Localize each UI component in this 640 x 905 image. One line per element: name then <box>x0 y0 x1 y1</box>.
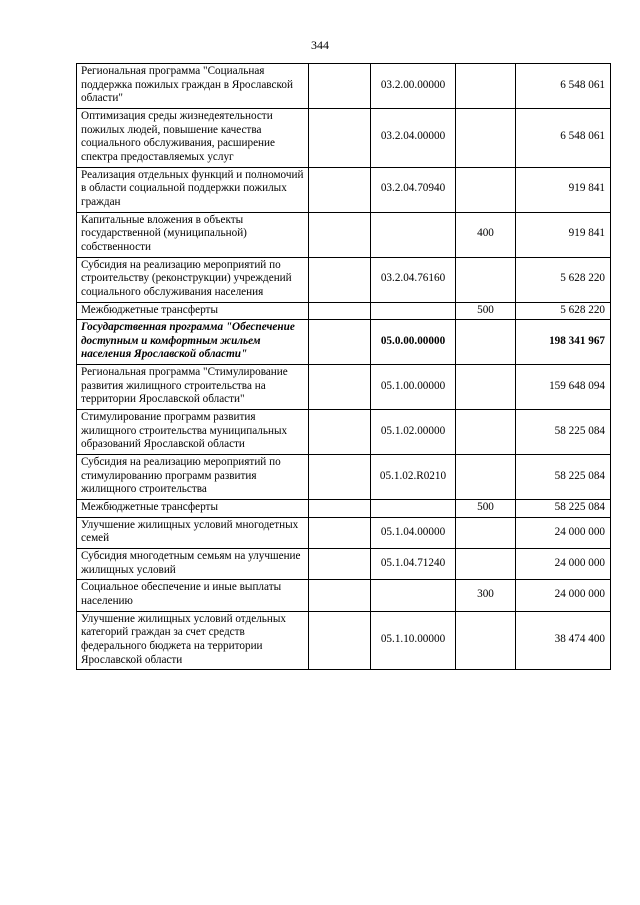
row-amount-cell: 919 841 <box>516 212 611 257</box>
table-row <box>77 580 611 611</box>
row-code-cell: 05.1.04.00000 <box>371 517 456 548</box>
row-name-cell: Субсидия многодетным семьям на улучшение жилищных условий <box>77 549 309 580</box>
page-number: 344 <box>311 38 329 52</box>
row-name-cell: Улучшение жилищных условий отдельных категорий граждан за счет средств федерального бюджета на территории Ярославской области <box>77 611 309 670</box>
row-code-cell: 05.1.00.00000 <box>371 365 456 410</box>
row-code-cell: 03.2.04.70940 <box>371 167 456 212</box>
table-row <box>77 517 611 548</box>
row-name-cell: Капитальные вложения в объекты государственной (муниципальной) собственности <box>77 212 309 257</box>
row-name-cell: Межбюджетные трансферты <box>77 302 309 320</box>
row-blank-cell <box>309 64 371 109</box>
table-row <box>77 611 611 670</box>
row-type-cell <box>456 611 516 670</box>
table-row <box>77 320 611 365</box>
budget-table <box>76 63 611 670</box>
row-amount-cell: 24 000 000 <box>516 580 611 611</box>
row-blank-cell <box>309 549 371 580</box>
row-code-cell: 05.0.00.00000 <box>371 320 456 365</box>
row-amount-cell: 58 225 084 <box>516 410 611 455</box>
row-code-cell <box>371 580 456 611</box>
row-amount-cell: 5 628 220 <box>516 257 611 302</box>
row-name-cell: Социальное обеспечение и иные выплаты населению <box>77 580 309 611</box>
table-row <box>77 410 611 455</box>
table-row <box>77 64 611 109</box>
row-type-cell <box>456 455 516 500</box>
table-row <box>77 167 611 212</box>
row-blank-cell <box>309 302 371 320</box>
table-row <box>77 500 611 518</box>
row-type-cell: 500 <box>456 302 516 320</box>
row-type-cell <box>456 517 516 548</box>
row-type-cell <box>456 410 516 455</box>
row-type-cell <box>456 64 516 109</box>
row-amount-cell: 159 648 094 <box>516 365 611 410</box>
row-code-cell: 05.1.02.00000 <box>371 410 456 455</box>
row-amount-cell: 24 000 000 <box>516 517 611 548</box>
row-code-cell: 05.1.02.R0210 <box>371 455 456 500</box>
row-name-cell: Межбюджетные трансферты <box>77 500 309 518</box>
row-name-cell: Государственная программа "Обеспечение доступным и комфортным жильем населения Ярославской области" <box>77 320 309 365</box>
row-name-cell: Региональная программа "Социальная поддержка пожилых граждан в Ярославской области" <box>77 64 309 109</box>
table-row <box>77 257 611 302</box>
row-type-cell: 500 <box>456 500 516 518</box>
row-name-cell: Стимулирование программ развития жилищного строительства муниципальных образований Ярославской области <box>77 410 309 455</box>
row-type-cell: 300 <box>456 580 516 611</box>
row-name-cell: Оптимизация среды жизнедеятельности пожилых людей, повышение качества социального обслуживания, расширение спектра предоставляемых услуг <box>77 108 309 167</box>
row-blank-cell <box>309 410 371 455</box>
row-blank-cell <box>309 517 371 548</box>
row-amount-cell: 198 341 967 <box>516 320 611 365</box>
table-row <box>77 549 611 580</box>
row-type-cell <box>456 167 516 212</box>
row-blank-cell <box>309 580 371 611</box>
row-code-cell: 03.2.04.00000 <box>371 108 456 167</box>
row-blank-cell <box>309 365 371 410</box>
row-type-cell: 400 <box>456 212 516 257</box>
row-amount-cell: 24 000 000 <box>516 549 611 580</box>
table-row <box>77 365 611 410</box>
table-row <box>77 455 611 500</box>
row-code-cell: 05.1.10.00000 <box>371 611 456 670</box>
table-row <box>77 108 611 167</box>
row-type-cell <box>456 549 516 580</box>
row-name-cell: Субсидия на реализацию мероприятий по стимулированию программ развития жилищного строительства <box>77 455 309 500</box>
row-code-cell: 05.1.04.71240 <box>371 549 456 580</box>
row-code-cell: 03.2.00.00000 <box>371 64 456 109</box>
row-blank-cell <box>309 320 371 365</box>
row-amount-cell: 6 548 061 <box>516 64 611 109</box>
row-code-cell <box>371 302 456 320</box>
row-amount-cell: 58 225 084 <box>516 455 611 500</box>
budget-table-body <box>77 64 611 670</box>
row-type-cell <box>456 108 516 167</box>
row-type-cell <box>456 257 516 302</box>
row-blank-cell <box>309 167 371 212</box>
row-blank-cell <box>309 212 371 257</box>
row-name-cell: Региональная программа "Стимулирование развития жилищного строительства на территории Ярославской области" <box>77 365 309 410</box>
row-blank-cell <box>309 500 371 518</box>
row-amount-cell: 5 628 220 <box>516 302 611 320</box>
row-blank-cell <box>309 611 371 670</box>
row-amount-cell: 58 225 084 <box>516 500 611 518</box>
row-amount-cell: 919 841 <box>516 167 611 212</box>
row-code-cell <box>371 500 456 518</box>
table-row <box>77 212 611 257</box>
row-blank-cell <box>309 257 371 302</box>
table-row <box>77 302 611 320</box>
row-type-cell <box>456 320 516 365</box>
row-amount-cell: 6 548 061 <box>516 108 611 167</box>
row-name-cell: Субсидия на реализацию мероприятий по строительству (реконструкции) учреждений социального обслуживания населения <box>77 257 309 302</box>
row-amount-cell: 38 474 400 <box>516 611 611 670</box>
row-name-cell: Улучшение жилищных условий многодетных семей <box>77 517 309 548</box>
row-name-cell: Реализация отдельных функций и полномочий в области социальной поддержки пожилых граждан <box>77 167 309 212</box>
row-blank-cell <box>309 455 371 500</box>
row-type-cell <box>456 365 516 410</box>
row-code-cell <box>371 212 456 257</box>
row-blank-cell <box>309 108 371 167</box>
row-code-cell: 03.2.04.76160 <box>371 257 456 302</box>
